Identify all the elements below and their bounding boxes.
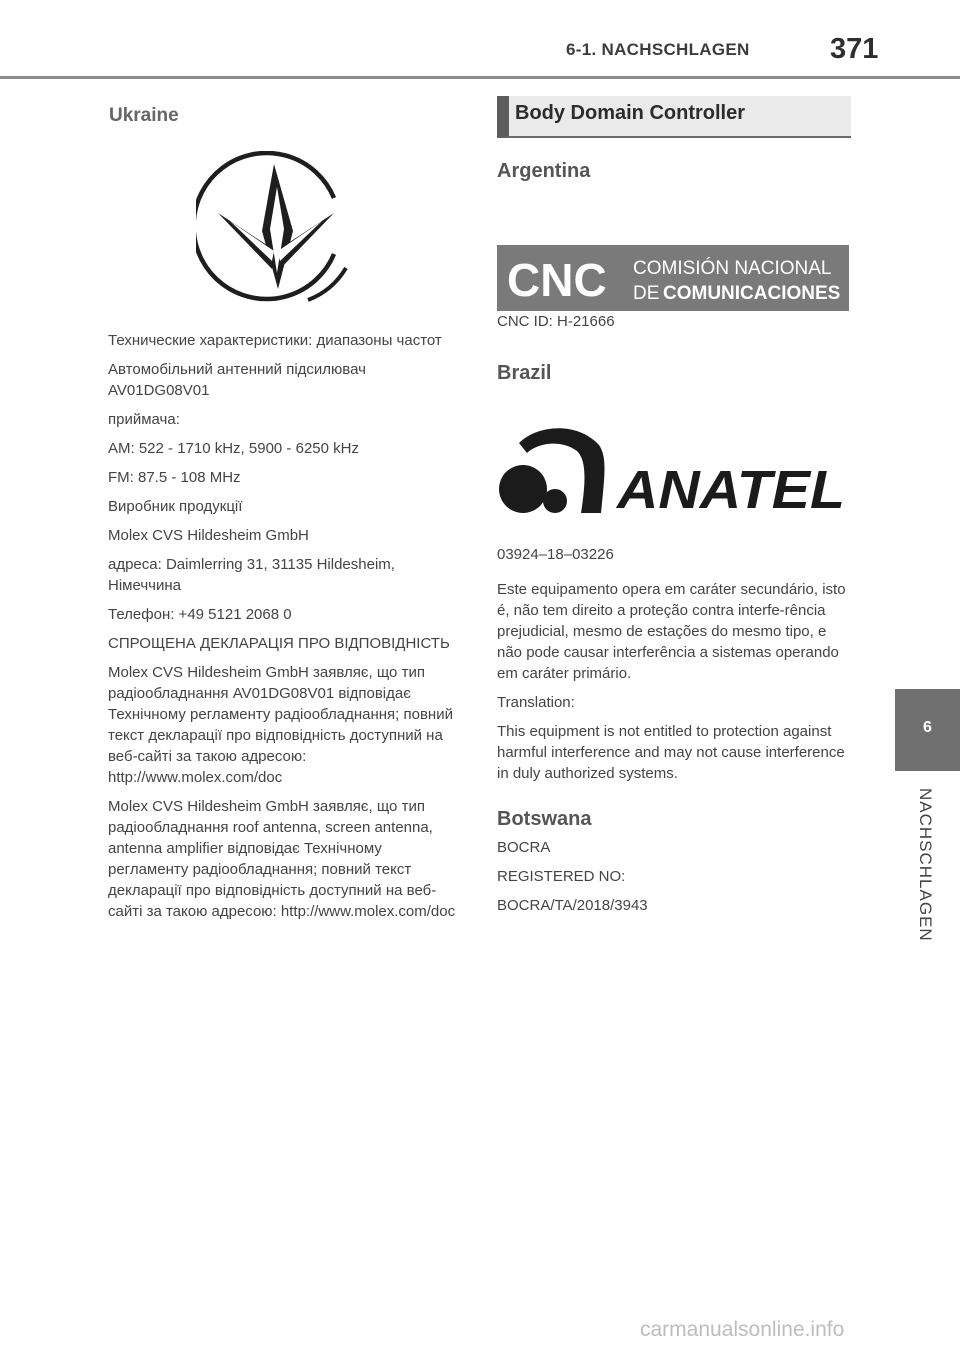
botswana-line: REGISTERED NO: (497, 868, 626, 885)
ukraine-paragraph: Телефон: +49 5121 2068 0 (108, 606, 292, 623)
cnc-logo-line2-prefix: DE (633, 283, 660, 304)
ukraine-paragraph: Molex CVS Hildesheim GmbH (108, 527, 309, 544)
brazil-paragraph: Translation: (497, 694, 575, 711)
chapter-tab[interactable] (895, 689, 960, 771)
section-banner (497, 96, 851, 138)
botswana-line: BOCRA (497, 839, 551, 856)
brazil-heading: Brazil (497, 362, 552, 384)
section-banner-title: Body Domain Controller (515, 102, 746, 124)
anatel-logo-word: ANATEL (614, 460, 845, 518)
brazil-paragraph: This equipment is not entitled to protection against harmful interference and may not cause interference in duly authorized systems. (497, 723, 845, 782)
watermark: carmanualsonline.info (640, 1318, 845, 1341)
botswana-line: BOCRA/TA/2018/3943 (497, 897, 648, 914)
ukraine-paragraph: СПРОЩЕНА ДЕКЛАРАЦІЯ ПРО ВІДПОВІДНІСТЬ (108, 635, 450, 652)
ukraine-paragraph: Технические характеристики: диапазоны частот (108, 332, 442, 349)
ukraine-paragraph: Molex CVS Hildesheim GmbH заявляє, що тип радіообладнання roof antenna, screen antenna, antenna amplifier відповідає Технічному регламенту радіообладнання; повний текст декларації про відповідність доступний на веб-сайті за такою адресою: http://www.molex.com/doc (108, 798, 456, 920)
cnc-logo-line2-bold: COMUNICACIONES (663, 283, 841, 304)
cnc-logo-graphic (497, 245, 849, 311)
argentina-heading: Argentina (497, 160, 591, 182)
ukraine-paragraph: приймача: (108, 411, 180, 428)
ukraine-paragraph: AM: 522 - 1710 kHz, 5900 - 6250 kHz (108, 440, 359, 457)
brazil-paragraph: Este equipamento opera em caráter secundário, isto é, não tem direito a proteção contra interfe-rência prejudicial, mesmo de estações do mesmo tipo, e não pode causar interferência a sistemas operando em caráter primário. (497, 581, 846, 682)
chapter-side-label: NACHSCHLAGEN (916, 788, 935, 942)
anatel-logo (497, 423, 849, 518)
ukraine-paragraph: Виробник продукції (108, 498, 243, 515)
ukraine-paragraph: Molex CVS Hildesheim GmbH заявляє, що тип радіообладнання AV01DG08V01 відповідає Технічному регламенту радіообладнання; повний текст декларації про відповідність доступний на веб-сайті за такою адресою: http://www.molex.com/doc (108, 664, 453, 786)
cnc-logo-letters: CNC (507, 254, 607, 306)
ukraine-paragraph: адреса: Daimlerring 31, 31135 Hildesheim, Німеччина (108, 556, 395, 594)
header-rule (0, 76, 960, 79)
botswana-heading: Botswana (497, 808, 592, 830)
anatel-code: 03924–18–03226 (497, 546, 614, 563)
left-column (108, 100, 460, 930)
chapter-tab-number: 6 (923, 719, 932, 736)
page-number: 371 (830, 33, 879, 65)
ukraine-paragraph: FM: 87.5 - 108 MHz (108, 469, 241, 486)
cnc-logo (497, 245, 849, 311)
cnc-id: CNC ID: H-21666 (497, 313, 615, 330)
cnc-logo-line1: COMISIÓN NACIONAL (633, 258, 832, 279)
header-section-title: 6-1. NACHSCHLAGEN (566, 40, 750, 59)
right-column (497, 96, 851, 924)
ukraine-certification-logo (196, 151, 356, 311)
ukraine-paragraph: Автомобільний антенний підсилювач AV01DG08V01 (108, 361, 366, 399)
ukraine-heading: Ukraine (109, 105, 179, 126)
ukraine-text-block (108, 330, 460, 922)
